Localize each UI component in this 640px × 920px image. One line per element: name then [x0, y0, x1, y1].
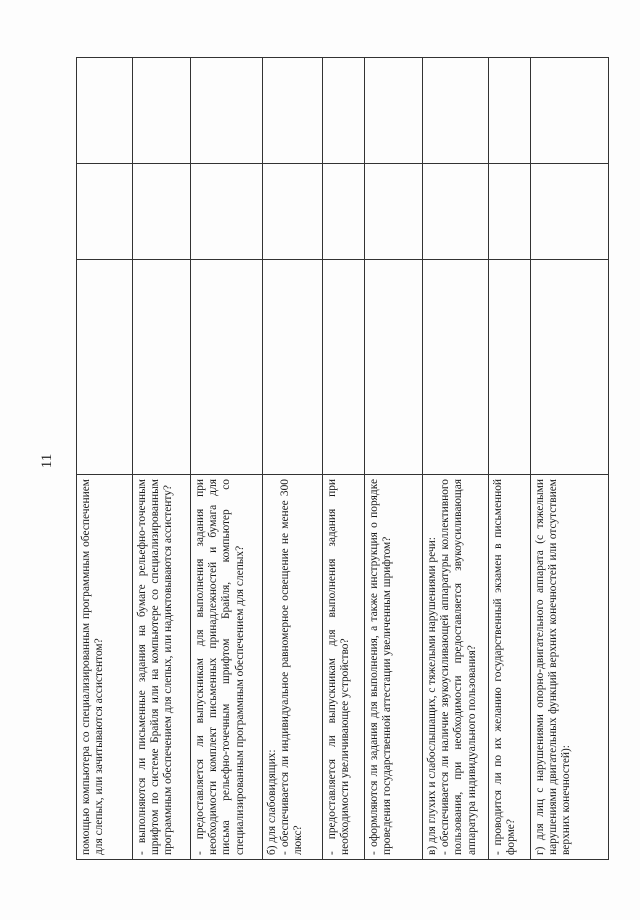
table — [76, 57, 609, 860]
empty-cell — [423, 58, 489, 164]
criterion-cell: - оформляются ли задания для выполнения, а также инструкция о порядке проведения государственной аттестации увеличенным шрифтом? — [365, 475, 423, 860]
empty-cell — [531, 260, 609, 475]
empty-cell — [423, 164, 489, 260]
empty-cell — [323, 260, 365, 475]
table-row — [423, 58, 489, 860]
empty-cell — [191, 164, 263, 260]
criterion-cell: помощью компьютера со специализированным программным обеспечением для слепых, или зачитываются ассистентом? — [77, 475, 133, 860]
empty-cell — [489, 260, 531, 475]
table-row — [489, 58, 531, 860]
empty-cell — [77, 260, 133, 475]
criterion-cell: - предоставляется ли выпускникам для выполнения задания при необходимости комплект письменных принадлежностей и бумага для письма рельефно-точечным шрифтом Брайля, компьютер со специализированным программным обеспечением для слепых? — [191, 475, 263, 860]
criterion-cell: - выполняются ли письменные задания на бумаге рельефно-точечным шрифтом по системе Брайля или на компьютере со специализированным программным обеспечением для слепых, или надиктовываются ассистенту? — [133, 475, 191, 860]
criterion-cell: - проводится ли по их желанию государственный экзамен в письменной форме? — [489, 475, 531, 860]
table-row — [531, 58, 609, 860]
criterion-cell: б) для слабовидящих: - обеспечивается ли индивидуальное равномерное освещение не менее 300 люкс? — [263, 475, 323, 860]
empty-cell — [263, 260, 323, 475]
empty-cell — [531, 164, 609, 260]
empty-cell — [489, 58, 531, 164]
criterion-cell: в) для глухих и слабослышащих, с тяжелыми нарушениями речи: - обеспечивается ли наличие звукоусиливающей аппаратуры коллективного пользования, при необходимости предоставляется звукоусиливающая аппаратура индивидуального пользования? — [423, 475, 489, 860]
table-row — [191, 58, 263, 860]
empty-cell — [531, 58, 609, 164]
table-row — [77, 58, 133, 860]
empty-cell — [365, 260, 423, 475]
empty-cell — [263, 164, 323, 260]
empty-cell — [133, 164, 191, 260]
empty-cell — [423, 260, 489, 475]
table-row — [323, 58, 365, 860]
empty-cell — [191, 260, 263, 475]
table-row — [365, 58, 423, 860]
empty-cell — [263, 58, 323, 164]
empty-cell — [133, 260, 191, 475]
empty-cell — [191, 58, 263, 164]
empty-cell — [489, 164, 531, 260]
empty-cell — [323, 164, 365, 260]
table-row — [133, 58, 191, 860]
criterion-cell: г) для лиц с нарушениями опорно-двигательного аппарата (с тяжелыми нарушениями двигательных функций верхних конечностей или отсутствием верхних конечностей): — [531, 475, 609, 860]
empty-cell — [77, 164, 133, 260]
empty-cell — [365, 58, 423, 164]
table-row — [263, 58, 323, 860]
empty-cell — [365, 164, 423, 260]
empty-cell — [323, 58, 365, 164]
page-number: 11 — [39, 453, 55, 469]
criterion-cell: - предоставляется ли выпускникам для выполнения задания при необходимости увеличивающее устройство? — [323, 475, 365, 860]
empty-cell — [133, 58, 191, 164]
checklist-table — [76, 58, 608, 860]
empty-cell — [77, 58, 133, 164]
